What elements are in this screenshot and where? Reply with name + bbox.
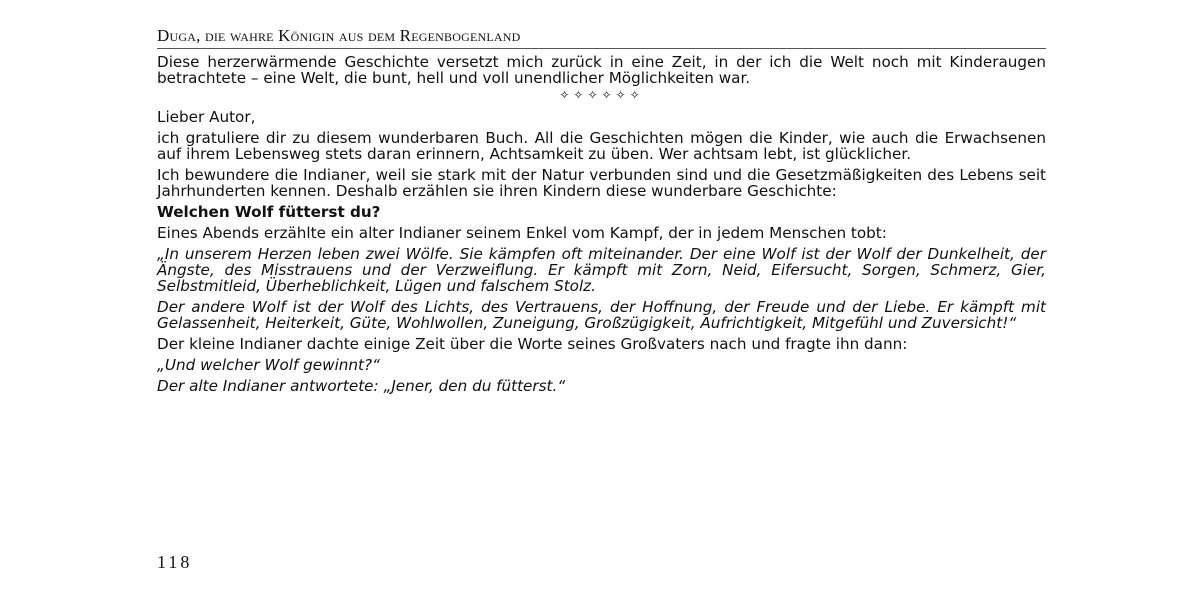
paragraph-grandson-question: Der kleine Indianer dachte einige Zeit über die Worte seines Großvaters nach und fragte ihn dann: bbox=[157, 335, 908, 353]
paragraph-salutation: Lieber Autor, bbox=[157, 108, 256, 126]
paragraph-intro: Diese herzerwärmende Geschichte versetzt mich zurück in eine Zeit, in der ich die Welt noch mit Kinderaugen betrachtete – eine Welt, die bunt, hell und voll unendlicher Möglichkeiten war. bbox=[157, 53, 1046, 87]
quote-light-wolf: Der andere Wolf ist der Wolf des Lichts, des Vertrauens, der Hoffnung, der Freude und der Liebe. Er kämpft mit Gelassenheit, Heiterkeit, Güte, Wohlwollen, Zuneigung, Großzügigkeit, Aufrichtigkeit, Mitgefühl und Zuversicht!“ bbox=[157, 298, 1046, 332]
page-body bbox=[157, 54, 1046, 394]
star-divider: ✧✧✧✧✧✧ bbox=[559, 88, 644, 102]
quote-answer: Der alte Indianer antwortete: „Jener, den du fütterst.“ bbox=[157, 377, 566, 395]
paragraph-indians: Ich bewundere die Indianer, weil sie stark mit der Natur verbunden sind und die Gesetzmäßigkeiten des Lebens seit Jahrhunderten kennen. Deshalb erzählen sie ihren Kindern diese wunderbare Geschichte: bbox=[157, 166, 1046, 200]
book-page bbox=[157, 26, 1046, 399]
running-header: Duga, die wahre Königin aus dem Regenbogenland bbox=[157, 26, 1046, 49]
paragraph-story-start: Eines Abends erzählte ein alter Indianer seinem Enkel vom Kampf, der in jedem Menschen tobt: bbox=[157, 224, 887, 242]
page-number: 118 bbox=[157, 552, 193, 572]
story-heading: Welchen Wolf fütterst du? bbox=[157, 203, 381, 221]
quote-dark-wolf: „In unserem Herzen leben zwei Wölfe. Sie kämpfen oft miteinander. Der eine Wolf ist der Wolf der Dunkelheit, der Ängste, des Misstrauens und der Verzweiflung. Er kämpft mit Zorn, Neid, Eifersucht, Sorgen, Schmerz, Gier, Selbstmitleid, Überheblichkeit, Lügen und falschem Stolz. bbox=[157, 245, 1046, 295]
quote-which-wolf: „Und welcher Wolf gewinnt?“ bbox=[157, 356, 380, 374]
paragraph-congratulation: ich gratuliere dir zu diesem wunderbaren Buch. All die Geschichten mögen die Kinder, wie auch die Erwachsenen auf ihrem Lebensweg stets daran erinnern, Achtsamkeit zu üben. Wer achtsam lebt, ist glücklicher. bbox=[157, 129, 1046, 163]
